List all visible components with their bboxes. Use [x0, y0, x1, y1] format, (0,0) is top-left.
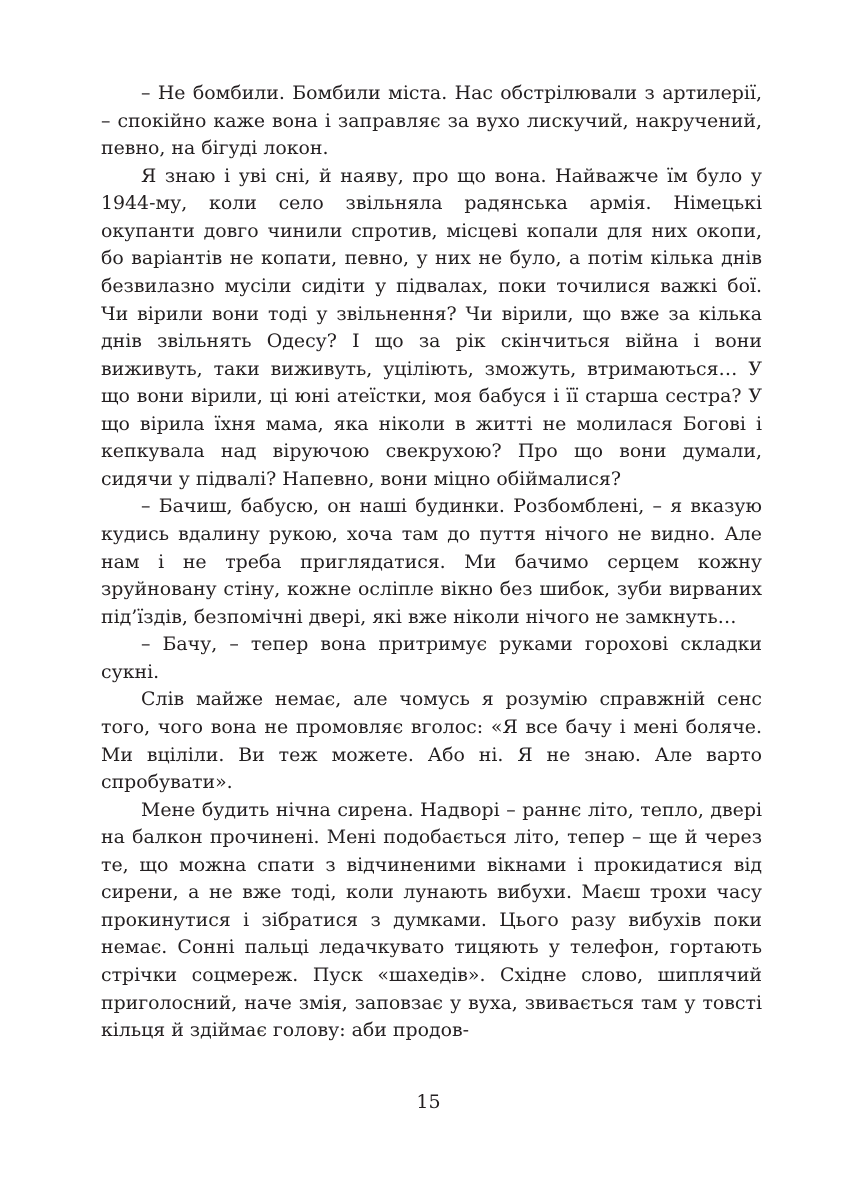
paragraph-6: Мене будить нічна сирена. Надворі – раннє літо, тепло, двері на балкон прочинені. Мені подобається літо, тепер – ще й через те, що можна спати з відчиненими вікнами і прокидатися від сирени, а не вже тоді, коли лунають вибухи. Маєш трохи часу прокинутися і зібратися з думками. Цього разу вибухів поки немає. Сонні пальці ледачкувато тицяють у телефон, гортають стрічки соцмереж. Пуск «шахедів». Східне слово, шиплячий приголосний, наче змія, заповзає у вуха, звивається там у товсті кільця й здіймає голову: аби продов- — [101, 798, 762, 1042]
page-number: 15 — [416, 1091, 441, 1113]
paragraph-4: – Бачу, – тепер вона притримує руками горохові складки сукні. — [101, 633, 762, 683]
body-text — [101, 80, 762, 1045]
paragraph-2: Я знаю і уві сні, й наяву, про що вона. Найважче їм було у 1944-му, коли село звільняла радянська армія. Німецькі окупанти довго чинили спротив, місцеві копали для них окопи, бо варіантів не копати, певно, у них не було, а потім кілька днів безвилазно мусіли сидіти у підвалах, поки точилися важкі бої. Чи вірили вони тоді у звільнення? Чи вірили, що вже за кілька днів звільнять Одесу? І що за рік скінчиться війна і вони виживуть, таки виживуть, уціліють, зможуть, втримаються… У що вони вірили, ці юні атеїстки, моя бабуся і її старша сестра? У що вірила їхня мама, яка ніколи в житті не молилася Богові і кепкувала над віруючою свекрухою? Про що вони думали, сидячи у підвалі? Напевно, вони міцно обіймалися? — [101, 164, 762, 490]
paragraph-3: – Бачиш, бабусю, он наші будинки. Розбомблені, – я вказую кудись вдалину рукою, хоча там до пуття нічого не видно. Але нам і не треба приглядатися. Ми бачимо серцем кожну зруйновану стіну, кожне осліпле вікно без шибок, зуби вирваних під’їздів, безпомічні двері, які вже ніколи нічого не замкнуть… — [101, 495, 762, 628]
paragraph-5: Слів майже немає, але чомусь я розумію справжній сенс того, чого вона не промовляє вголос: «Я все бачу і мені боляче. Ми вціліли. Ви теж можете. Або ні. Я не знаю. Але варто спробувати». — [101, 688, 762, 794]
paragraph-1: – Не бомбили. Бомбили міста. Нас обстрілювали з артилерії, – спокійно каже вона і заправляє за вухо лискучий, накручений, певно, на бігуді локон. — [101, 82, 762, 160]
